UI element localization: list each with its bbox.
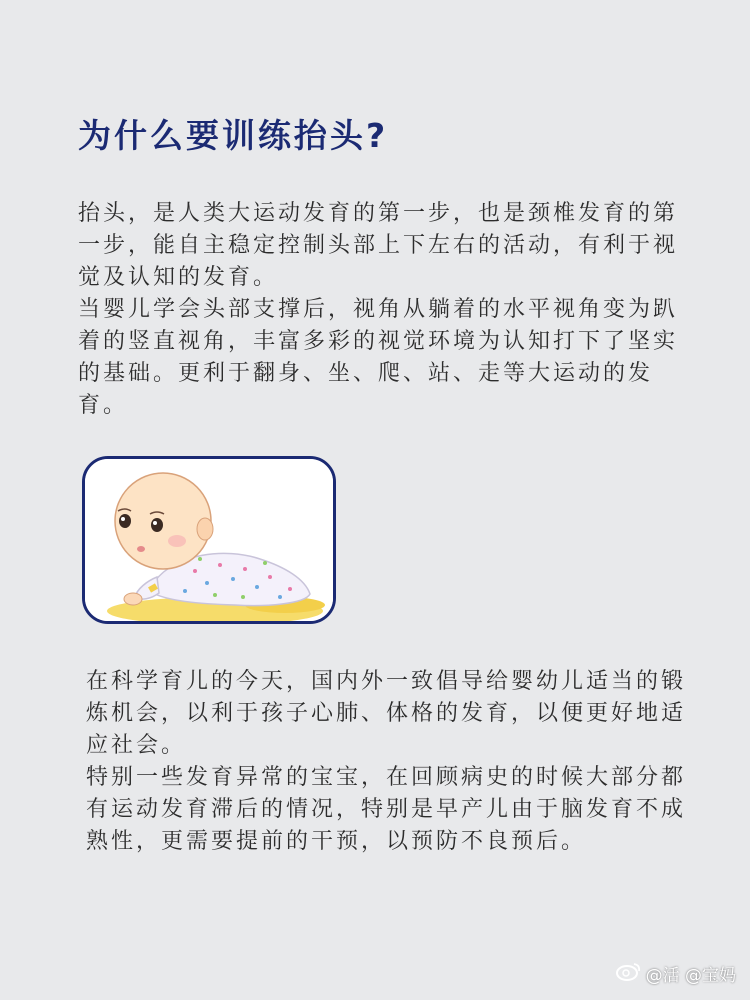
- baby-illustration-graphic: [85, 459, 333, 621]
- baby-lifting-head-illustration: [82, 456, 336, 624]
- paragraph-exercise: 在科学育儿的今天，国内外一致倡导给婴幼儿适当的锻炼机会，以利于孩子心肺、体格的发育，以便更好地适应社会。: [86, 669, 687, 758]
- page-title: 为什么要训练抬头?: [78, 116, 389, 155]
- paragraph-intro: 抬头，是人类大运动发育的第一步，也是颈椎发育的第一步，能自主稳定控制头部上下左右的活动，有利于视觉及认知的发育。: [78, 201, 679, 290]
- weibo-logo-icon: [616, 961, 642, 986]
- watermark-text: @活 @宝妈: [645, 966, 736, 986]
- weibo-watermark: [616, 961, 736, 986]
- paragraph-intervention: 特别一些发育异常的宝宝，在回顾病史的时候大部分都有运动发育滞后的情况，特别是早产儿由于脑发育不成熟性，更需要提前的干预，以预防不良预后。: [86, 765, 687, 854]
- paragraph-vision: 当婴儿学会头部支撑后，视角从躺着的水平视角变为趴着的竖直视角，丰富多彩的视觉环境为认知打下了坚实的基础。更利于翻身、坐、爬、站、走等大运动的发育。: [78, 297, 679, 418]
